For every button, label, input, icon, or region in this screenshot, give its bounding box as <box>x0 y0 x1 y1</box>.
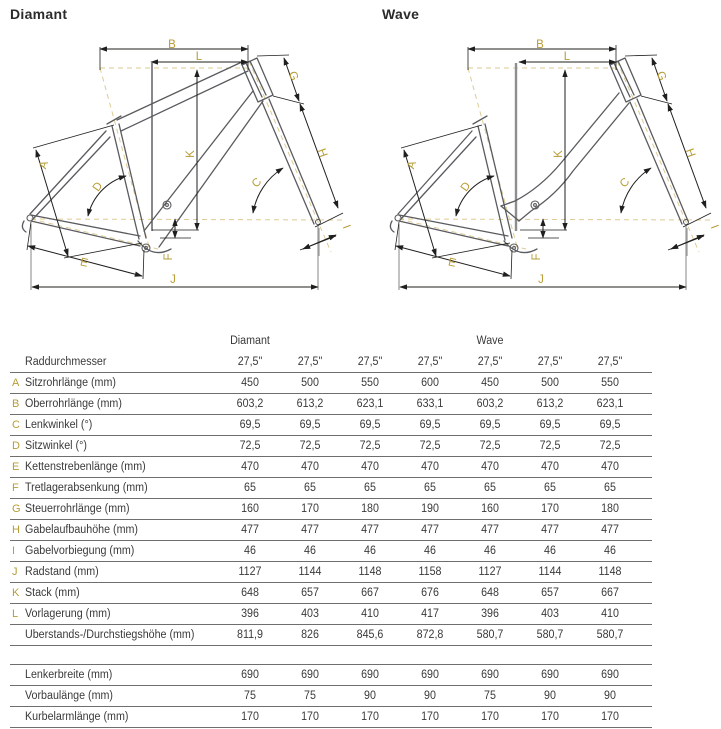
wave-frame-outline <box>398 131 472 214</box>
row-value: 450 <box>241 377 259 389</box>
row-value: 90 <box>424 690 436 702</box>
row-value: 1144 <box>298 566 322 578</box>
row-label: Sitzrohrlänge (mm) <box>25 377 116 389</box>
row-value: 69,5 <box>479 419 501 431</box>
frame-pivot-circle <box>166 204 169 207</box>
row-value: 65 <box>244 482 256 494</box>
row-value: 477 <box>421 524 439 536</box>
row-letter: A <box>12 377 20 389</box>
frame-pivot-circle <box>27 215 33 221</box>
dimension-label-E: E <box>78 256 90 270</box>
row-value: 690 <box>481 669 499 681</box>
dimension-label-J: J <box>170 274 176 287</box>
table-row-L <box>10 604 652 625</box>
row-value: 500 <box>541 377 559 389</box>
row-label: Oberrohrlänge (mm) <box>25 398 122 410</box>
dimension-label-K: K <box>185 150 198 158</box>
table-row-I <box>10 541 652 562</box>
diamant-frame-outline <box>119 124 146 238</box>
row-letter: F <box>12 482 19 494</box>
row-value: 170 <box>301 711 319 723</box>
row-value: 1144 <box>538 566 562 578</box>
wave-frame-outline <box>485 124 512 238</box>
row-value: 500 <box>301 377 319 389</box>
row-value: 27,5" <box>537 356 563 368</box>
group-header-wave: Wave <box>476 335 504 347</box>
row-value: 170 <box>601 711 619 723</box>
row-value: 396 <box>241 608 259 620</box>
row-value: 648 <box>481 587 499 599</box>
row-value: 690 <box>241 669 259 681</box>
row-value: 90 <box>604 690 616 702</box>
row-value: 46 <box>484 545 496 557</box>
row-value: 603,2 <box>236 398 264 410</box>
row-label: Tretlagerabsenkung (mm) <box>25 482 148 494</box>
row-value: 170 <box>421 711 439 723</box>
row-label: Sitzwinkel (°) <box>25 440 87 452</box>
row-value: 46 <box>544 545 556 557</box>
row-value: 27,5" <box>357 356 383 368</box>
wave-frame-outline <box>473 116 487 124</box>
frame-geometry-diagrams <box>0 18 721 330</box>
dimension-label-F: F <box>163 253 176 261</box>
row-label: Lenkerbreite (mm) <box>25 669 113 681</box>
row-value: 603,2 <box>476 398 504 410</box>
row-value: 170 <box>541 503 559 515</box>
table-row-J <box>10 562 652 583</box>
row-value: 180 <box>601 503 619 515</box>
row-label: Steuerrohrlänge (mm) <box>25 503 130 515</box>
row-value: 69,5 <box>359 419 381 431</box>
row-value: 69,5 <box>239 419 261 431</box>
diagram-diamant <box>22 39 352 290</box>
row-value: 690 <box>541 669 559 681</box>
dimension-extension-tick <box>511 250 512 279</box>
table-row-K <box>10 583 652 604</box>
row-value: 170 <box>481 711 499 723</box>
row-value: 72,5 <box>359 440 381 452</box>
reference-dashed-line <box>31 219 344 220</box>
row-value: 477 <box>481 524 499 536</box>
diamant-frame-outline <box>117 61 244 120</box>
table-section-gap <box>10 646 652 664</box>
dimension-extension-tick <box>273 96 304 104</box>
table-row-extra-0 <box>10 664 652 686</box>
diagram-wave <box>390 39 720 290</box>
dimension-label-K: K <box>553 150 566 158</box>
row-letter: J <box>12 566 18 578</box>
row-letter: D <box>12 440 20 452</box>
row-value: 470 <box>481 461 499 473</box>
table-row-E <box>10 457 652 478</box>
row-value: 477 <box>361 524 379 536</box>
row-value: 27,5" <box>597 356 623 368</box>
row-value: 667 <box>361 587 379 599</box>
row-value: 477 <box>601 524 619 536</box>
row-label: Stack (mm) <box>25 587 80 599</box>
row-value: 65 <box>484 482 496 494</box>
row-value: 46 <box>364 545 376 557</box>
table-row-G <box>10 499 652 520</box>
dimension-label-I: I <box>707 223 721 231</box>
row-value: 27,5" <box>297 356 323 368</box>
diamant-frame-outline <box>107 116 121 124</box>
row-value: 667 <box>601 587 619 599</box>
row-value: 845,6 <box>356 629 384 641</box>
row-value: 170 <box>241 711 259 723</box>
dimension-label-B: B <box>536 39 544 52</box>
table-row-ueberstandshoehe <box>10 625 652 646</box>
table-row-C <box>10 415 652 436</box>
dimension-label-A: A <box>37 159 51 171</box>
row-value: 477 <box>301 524 319 536</box>
row-value: 470 <box>301 461 319 473</box>
row-value: 872,8 <box>416 629 444 641</box>
row-value: 550 <box>601 377 619 389</box>
row-value: 826 <box>301 629 319 641</box>
wave-frame-outline <box>504 241 537 253</box>
dimension-label-L: L <box>195 51 203 64</box>
dimension-label-G: G <box>653 69 669 83</box>
dimension-extension-tick <box>33 125 114 148</box>
dimension-extension-tick <box>641 96 672 104</box>
dimension-label-C: C <box>249 175 265 191</box>
row-value: 72,5 <box>539 440 561 452</box>
dimension-label-H: H <box>682 147 698 159</box>
dimension-extension-tick <box>143 250 144 279</box>
row-label: Kurbelarmlänge (mm) <box>25 711 129 723</box>
row-value: 470 <box>361 461 379 473</box>
row-value: 470 <box>421 461 439 473</box>
row-value: 410 <box>601 608 619 620</box>
row-value: 46 <box>304 545 316 557</box>
dimension-label-I: I <box>339 223 353 231</box>
row-value: 72,5 <box>599 440 621 452</box>
reference-dashed-line <box>31 219 158 249</box>
row-value: 65 <box>424 482 436 494</box>
row-value: 170 <box>301 503 319 515</box>
row-value: 72,5 <box>419 440 441 452</box>
row-value: 65 <box>364 482 376 494</box>
row-value: 613,2 <box>536 398 564 410</box>
row-value: 69,5 <box>299 419 321 431</box>
table-row-B <box>10 394 652 415</box>
row-label: Gabelaufbauhöhe (mm) <box>25 524 138 536</box>
row-value: 27,5" <box>477 356 503 368</box>
row-value: 613,2 <box>296 398 324 410</box>
row-value: 690 <box>301 669 319 681</box>
row-value: 75 <box>244 690 256 702</box>
diagram-title-wave: Wave <box>382 6 420 22</box>
row-value: 657 <box>301 587 319 599</box>
row-value: 69,5 <box>599 419 621 431</box>
row-value: 69,5 <box>419 419 441 431</box>
row-value: 90 <box>364 690 376 702</box>
dimension-label-D: D <box>458 180 474 194</box>
row-label: Vorlagerung (mm) <box>25 608 111 620</box>
reference-dashed-line <box>399 219 712 220</box>
row-value: 477 <box>541 524 559 536</box>
dimension-extension-tick <box>64 243 142 258</box>
table-row-D <box>10 436 652 457</box>
row-value: 72,5 <box>479 440 501 452</box>
diamant-frame-outline <box>22 221 26 232</box>
row-value: 470 <box>541 461 559 473</box>
row-value: 417 <box>421 608 439 620</box>
row-value: 1127 <box>238 566 262 578</box>
dimension-label-B: B <box>168 39 176 52</box>
row-value: 170 <box>361 711 379 723</box>
row-value: 600 <box>421 377 439 389</box>
wave-frame-outline <box>478 126 505 240</box>
wave-frame-outline <box>390 221 394 232</box>
row-letter: E <box>12 461 20 473</box>
row-value: 623,1 <box>596 398 624 410</box>
row-label: Radstand (mm) <box>25 566 99 578</box>
row-value: 180 <box>361 503 379 515</box>
frame-pivot-circle <box>534 204 537 207</box>
row-label: Überstands-/Durchstiegshöhe (mm) <box>25 629 195 641</box>
row-label: Gabelvorbiegung (mm) <box>25 545 135 557</box>
row-value: 580,7 <box>536 629 564 641</box>
row-value: 690 <box>361 669 379 681</box>
row-letter: G <box>12 503 21 515</box>
table-row-extra-2 <box>10 707 652 728</box>
row-value: 550 <box>361 377 379 389</box>
row-value: 396 <box>481 608 499 620</box>
row-value: 410 <box>361 608 379 620</box>
row-value: 403 <box>541 608 559 620</box>
dimension-label-G: G <box>285 69 301 83</box>
row-value: 633,1 <box>416 398 444 410</box>
diamant-frame-outline <box>30 131 106 214</box>
row-label: Vorbaulänge (mm) <box>25 690 113 702</box>
row-value: 46 <box>424 545 436 557</box>
dimension-extension-tick <box>432 243 510 258</box>
row-label: Raddurchmesser <box>25 356 107 368</box>
row-value: 90 <box>544 690 556 702</box>
row-value: 72,5 <box>299 440 321 452</box>
row-letter: B <box>12 398 20 410</box>
frame-pivot-circle <box>513 247 516 250</box>
row-letter: H <box>12 524 20 536</box>
row-value: 160 <box>481 503 499 515</box>
row-value: 657 <box>541 587 559 599</box>
wave-frame-outline <box>637 99 688 221</box>
row-value: 46 <box>244 545 256 557</box>
table-group-header-row <box>10 330 652 352</box>
table-row-A <box>10 373 652 394</box>
row-letter: K <box>12 587 20 599</box>
frame-pivot-circle <box>395 215 401 221</box>
dimension-line <box>621 168 651 213</box>
row-value: 65 <box>304 482 316 494</box>
row-value: 623,1 <box>356 398 384 410</box>
row-value: 1148 <box>598 566 622 578</box>
row-value: 403 <box>301 608 319 620</box>
row-value: 69,5 <box>539 419 561 431</box>
diagram-title-diamant: Diamant <box>10 6 68 22</box>
row-value: 648 <box>241 587 259 599</box>
row-label: Lenkwinkel (°) <box>25 419 93 431</box>
row-value: 65 <box>544 482 556 494</box>
row-value: 1148 <box>358 566 382 578</box>
row-value: 75 <box>304 690 316 702</box>
row-letter: I <box>12 545 16 557</box>
row-value: 1158 <box>418 566 442 578</box>
row-value: 470 <box>241 461 259 473</box>
row-value: 190 <box>421 503 439 515</box>
wave-frame-outline <box>501 93 619 206</box>
dimension-line <box>253 168 283 213</box>
dimension-extension-tick <box>257 55 289 56</box>
row-value: 75 <box>484 690 496 702</box>
row-value: 27,5" <box>237 356 263 368</box>
table-row-F <box>10 478 652 499</box>
row-value: 170 <box>541 711 559 723</box>
dimension-label-E: E <box>446 256 458 270</box>
row-value: 676 <box>421 587 439 599</box>
row-value: 72,5 <box>239 440 261 452</box>
geometry-table <box>10 330 652 728</box>
table-row-raddurchmesser <box>10 352 652 373</box>
table-row-H <box>10 520 652 541</box>
row-value: 690 <box>601 669 619 681</box>
row-letter: C <box>12 419 20 431</box>
diamant-frame-outline <box>112 126 139 239</box>
row-value: 46 <box>604 545 616 557</box>
dimension-extension-tick <box>625 55 657 56</box>
dimension-label-L: L <box>563 51 571 64</box>
row-value: 477 <box>241 524 259 536</box>
row-label: Kettenstrebenlänge (mm) <box>25 461 146 473</box>
dimension-label-A: A <box>405 159 419 171</box>
row-letter: L <box>12 608 19 620</box>
dimension-label-C: C <box>617 175 633 191</box>
dimension-label-H: H <box>314 147 330 159</box>
dimension-label-J: J <box>538 274 544 287</box>
row-value: 690 <box>421 669 439 681</box>
row-value: 27,5" <box>417 356 443 368</box>
table-row-extra-1 <box>10 686 652 707</box>
row-value: 580,7 <box>596 629 624 641</box>
group-header-diamant: Diamant <box>230 335 270 347</box>
row-value: 160 <box>241 503 259 515</box>
dimension-label-D: D <box>90 180 106 194</box>
row-value: 580,7 <box>476 629 504 641</box>
diamant-frame-outline <box>269 99 320 221</box>
row-value: 1127 <box>478 566 502 578</box>
row-value: 811,9 <box>237 629 263 641</box>
row-value: 450 <box>481 377 499 389</box>
dimension-label-F: F <box>531 253 544 261</box>
row-value: 65 <box>604 482 616 494</box>
row-value: 470 <box>601 461 619 473</box>
